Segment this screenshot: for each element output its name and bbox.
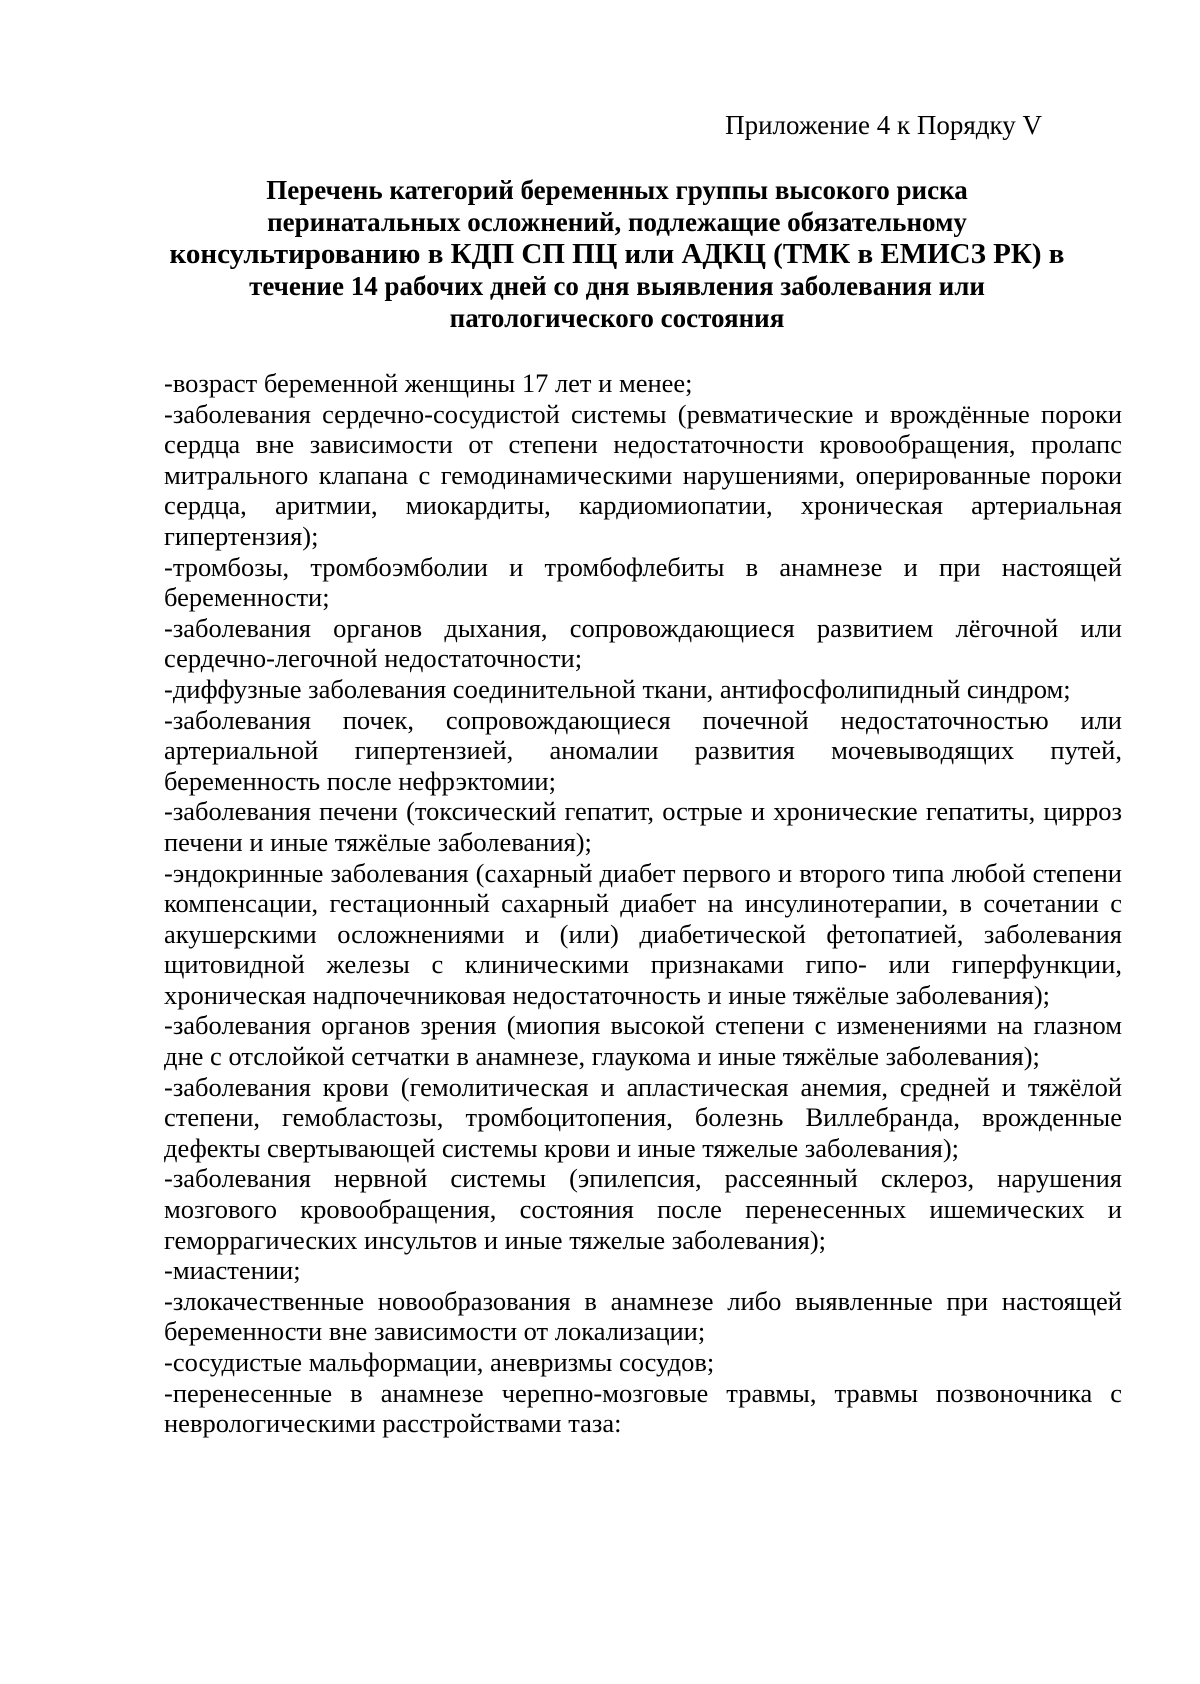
list-item: -злокачественные новообразования в анамнезе либо выявленные при настоящей беременности вне зависимости от локализации; <box>164 1285 1122 1347</box>
list-item: -заболевания органов дыхания, сопровождающиеся развитием лёгочной или сердечно-легочной недостаточности; <box>164 612 1122 674</box>
appendix-reference: Приложение 4 к Порядку V <box>725 110 1042 140</box>
list-item: -диффузные заболевания соединительной ткани, антифосфолипидный синдром; <box>164 673 1071 704</box>
title-line: консультированию в КДП СП ПЦ или АДКЦ (ТМК в ЕМИСЗ РК) в <box>169 238 1065 270</box>
title-line: патологического состояния <box>449 303 785 333</box>
list-item: -заболевания сердечно-сосудистой системы (ревматические и врождённые пороки сердца вне зависимости от степени недостаточности кровообращения, пролапс митрального клапана с гемодинамическими нарушениями, оперированные пороки сердца, аритмии, миокардиты, кардиомиопатии, хроническая артериальная гипертензия); <box>164 398 1122 551</box>
list-item: -перенесенные в анамнезе черепно-мозговые травмы, травмы позвоночника с неврологическими расстройствами таза: <box>164 1377 1122 1439</box>
list-item: -сосудистые мальформации, аневризмы сосудов; <box>164 1347 715 1377</box>
list-item: -заболевания крови (гемолитическая и апластическая анемия, средней и тяжёлой степени, гемобластозы, тромбоцитопения, болезнь Виллебранда, врожденные дефекты свертывающей системы крови и иные тяжелые заболевания); <box>164 1071 1122 1163</box>
document-title <box>160 174 1074 334</box>
risk-category-list <box>164 368 1122 1439</box>
list-item: -эндокринные заболевания (сахарный диабет первого и второго типа любой степени компенсации, гестационный сахарный диабет на инсулинотерапии, в сочетании с акушерскими осложнениями и (или) диабетической фетопатией, заболевания щитовидной железы с клиническими признаками гипо- или гиперфункции, хроническая надпочечниковая недостаточность и иные тяжёлые заболевания); <box>164 857 1122 1010</box>
list-item: -миастении; <box>164 1255 301 1286</box>
title-line: перинатальных осложнений, подлежащие обязательному <box>267 207 967 237</box>
title-line: течение 14 рабочих дней со дня выявления заболевания или <box>249 271 985 301</box>
list-item: -заболевания нервной системы (эпилепсия, рассеянный склероз, нарушения мозгового кровообращения, состояния после перенесенных ишемических и геморрагических инсультов и иные тяжелые заболевания); <box>164 1163 1122 1255</box>
list-item: -заболевания почек, сопровождающиеся почечной недостаточностью или артериальной гипертензией, аномалии развития мочевыводящих путей, беременность после нефрэктомии; <box>164 704 1122 796</box>
title-line: Перечень категорий беременных группы высокого риска <box>266 175 968 205</box>
list-item: -тромбозы, тромбоэмболии и тромбофлебиты в анамнезе и при настоящей беременности; <box>164 551 1122 613</box>
list-item: -заболевания органов зрения (миопия высокой степени с изменениями на глазном дне с отслойкой сетчатки в анамнезе, глаукома и иные тяжёлые заболевания); <box>164 1010 1122 1072</box>
list-item: -заболевания печени (токсический гепатит, острые и хронические гепатиты, цирроз печени и иные тяжёлые заболевания); <box>164 796 1122 857</box>
list-item: -возраст беременной женщины 17 лет и менее; <box>164 368 693 398</box>
